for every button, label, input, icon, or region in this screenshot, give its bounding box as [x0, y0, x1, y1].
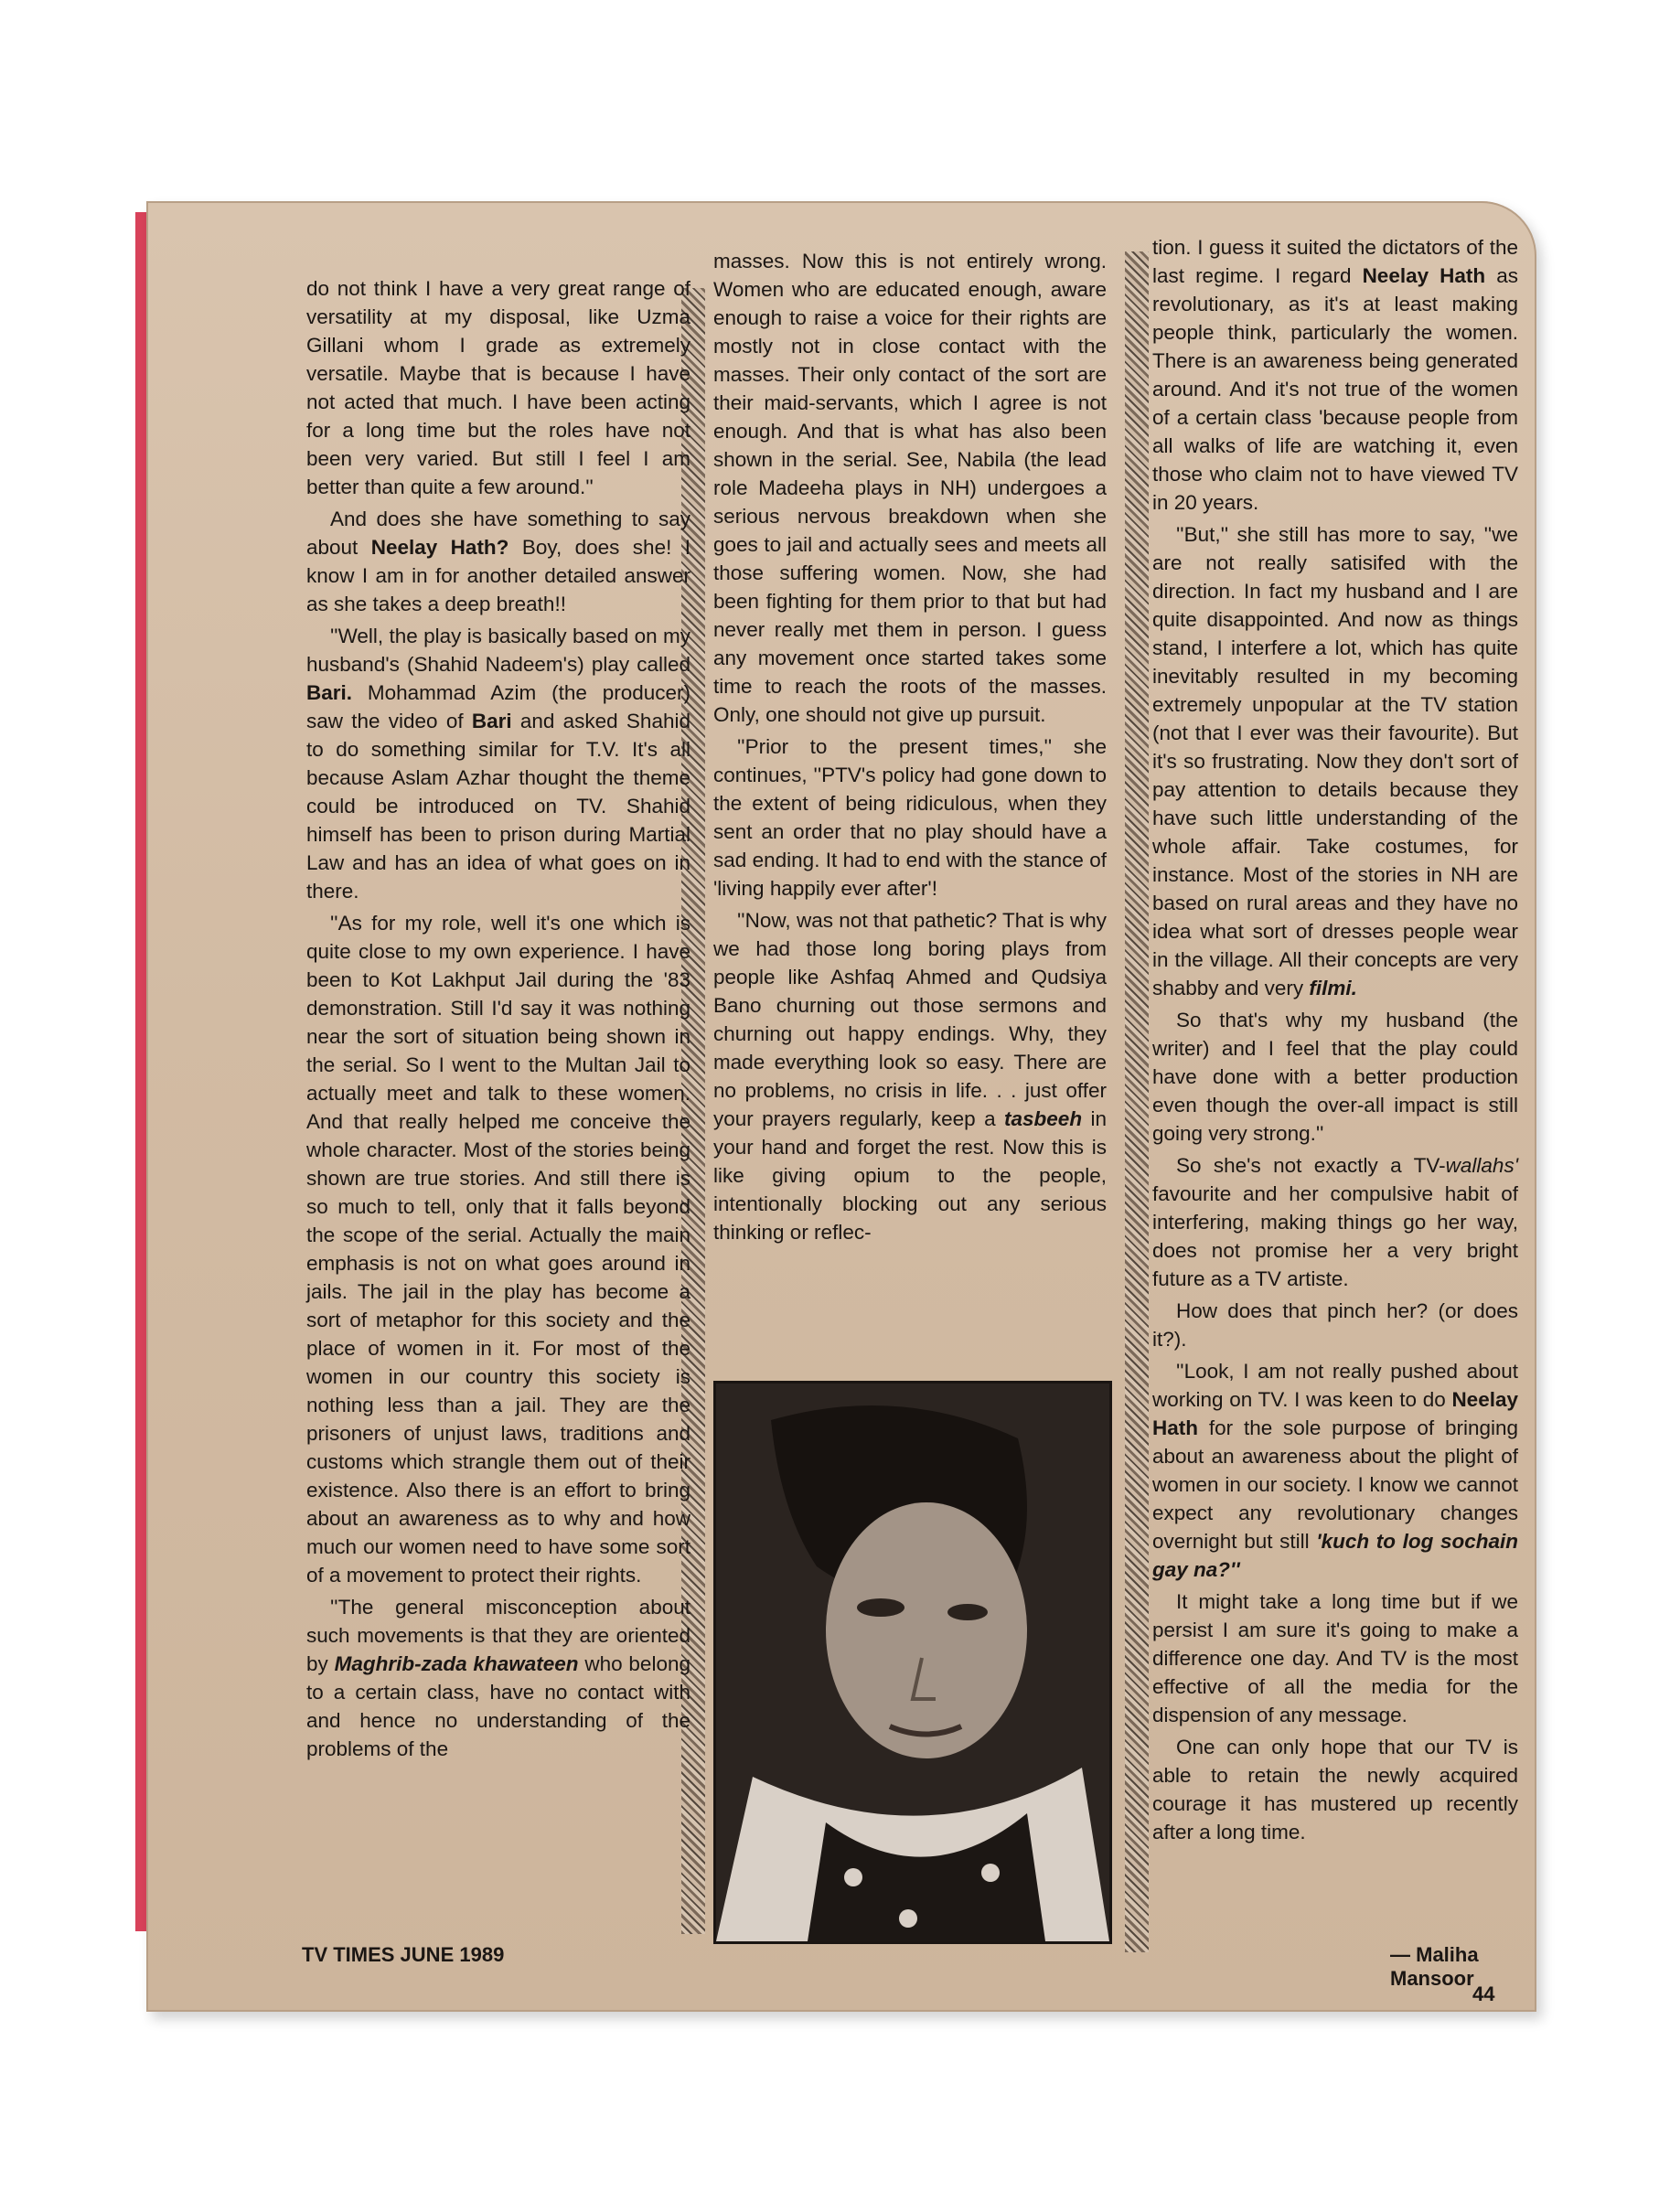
- paragraph: ''As for my role, well it's one which is quite close to my own experience. I have been to Kot Lakhput Jail during the '83 demonstration. Still I'd say it was nothing near the sort of situation being shown in the serial. So I went to the Multan Jail to actually meet and talk to these women. And that really helped me conceive the whole character. Most of the stories being shown are true stories. And still there is so much to tell, only that it falls beyond the scope of the serial. Actually the main emphasis is not on what goes around in jails. The jail in the play has become a sort of metaphor for this society and the place of women in it. For most of the women in our country this society is nothing less than a jail. They are the prisoners of unjust laws, traditions and customs which strangle them out of their existence. Also there is an effort to bring about an awareness as to why and how much our women need to have some sort of a movement to protect their rights.: [306, 912, 690, 1587]
- paragraph: ''Now, was not that pathetic? That is why we had those long boring plays from people like Ashfaq Ahmed and Qudsiya Bano churning out those sermons and churning out happy endings. Why, they made everything look so easy. There are no problems, no crisis in life. . . just offer your prayers regularly, keep a tasbeeh in your hand and forget the rest. Now this is like giving opium to the people, intentionally blocking out any serious thinking or reflec-: [713, 909, 1108, 1244]
- paragraph: do not think I have a very great range of versatility at my disposal, like Uzma Gillani whom I grade as extremely versatile. Maybe that is because I have not acted that much. I have been acting for a long time but the roles have not been very varied. But still I feel I am better than quite a few around.'': [306, 277, 690, 498]
- portrait-illustration: [716, 1384, 1109, 1941]
- paragraph: One can only hope that our TV is able to retain the newly acquired courage it has mustered up recently after a long time.: [1152, 1736, 1518, 1843]
- paragraph: And does she have something to say about Neelay Hath? Boy, does she! I know I am in for another detailed answer as she takes a deep breath!!: [306, 508, 690, 615]
- article-column-2: [713, 247, 1107, 1250]
- portrait-photo: [713, 1381, 1112, 1944]
- column-divider-right: [1125, 251, 1149, 1952]
- article-column-1: [306, 274, 690, 1767]
- paragraph: So she's not exactly a TV-wallahs' favourite and her compulsive habit of interfering, making things go her way, does not promise her a very bright future as a TV artiste.: [1152, 1154, 1518, 1290]
- page-number: 44: [1472, 1982, 1495, 2005]
- publication-footer: TV TIMES JUNE 1989: [302, 1943, 505, 1966]
- paragraph: ''The general misconception about such movements is that they are oriented by Maghrib-zada khawateen who belong to a certain class, have no contact with and hence no understanding of the problems of the: [306, 1596, 690, 1760]
- paragraph: masses. Now this is not entirely wrong. Women who are educated enough, aware enough to raise a voice for their rights are mostly not in close contact with the masses. Their only contact of the sort are their maid-servants, which I agree is not enough. And that is what has also been shown in the serial. See, Nabila (the lead role Madeeha plays in NH) undergoes a serious nervous breakdown when she goes to jail and actually sees and meets all those suffering women. Now, she had been fighting for them prior to that but had never really met them in person. I guess any movement once started takes some time to reach the roots of the masses. Only, one should not give up pursuit.: [713, 250, 1107, 726]
- paragraph: ''But,'' she still has more to say, ''we are not really satisifed with the direction. In fact my husband and I are quite disappointed. And now as things stand, I interfere a lot, which has quite inevitably resulted in my becoming extremely unpopular at the TV station (not that I ever was their favourite). But it's so frustrating. Now they don't sort of pay attention to details because they have such little understanding of the whole affair. Take costumes, for instance. Most of the stories in NH are based on rural areas and they have no idea what sort of dresses people wear in the village. All their concepts are very shabby and very filmi.: [1152, 523, 1518, 999]
- magazine-page: [146, 201, 1536, 2012]
- paragraph: ''Look, I am not really pushed about working on TV. I was keen to do Neelay Hath for the sole purpose of bringing about an awareness about the plight of women in our society. I know we cannot expect any revolutionary changes overnight but still 'kuch to log sochain gay na?'': [1152, 1360, 1518, 1581]
- paragraph: ''Prior to the present times,'' she continues, ''PTV's policy had gone down to the extent of being ridiculous, when they sent an order that no play should have a sad ending. It had to end with the stance of 'living happily ever after'!: [713, 735, 1107, 900]
- paragraph: It might take a long time but if we persist I am sure it's going to make a difference one day. And TV is the most effective of all the media for the dispension of any message.: [1152, 1590, 1518, 1726]
- author-byline: — Maliha Mansoor: [1390, 1943, 1479, 1990]
- paragraph: How does that pinch her? (or does it?).: [1152, 1299, 1518, 1351]
- paragraph: So that's why my husband (the writer) and I feel that the play could have done with a better production even though the over-all impact is still going very strong.'': [1152, 1009, 1518, 1145]
- article-column-3: [1152, 233, 1518, 1850]
- paragraph: ''Well, the play is basically based on my husband's (Shahid Nadeem's) play called Bari. Mohammad Azim (the producer) saw the video of Bari and asked Shahid to do something similar for T.V. It's all because Aslam Azhar thought the theme could be introduced on TV. Shahid himself has been to prison during Martial Law and has an idea of what goes on in there.: [306, 625, 690, 903]
- paragraph: tion. I guess it suited the dictators of the last regime. I regard Neelay Hath as revolutionary, as it's at least making people think, particularly the women. There is an awareness being generated around. And it's not true of the women of a certain class 'because people from all walks of life are watching it, even those who claim not to have viewed TV in 20 years.: [1152, 236, 1518, 514]
